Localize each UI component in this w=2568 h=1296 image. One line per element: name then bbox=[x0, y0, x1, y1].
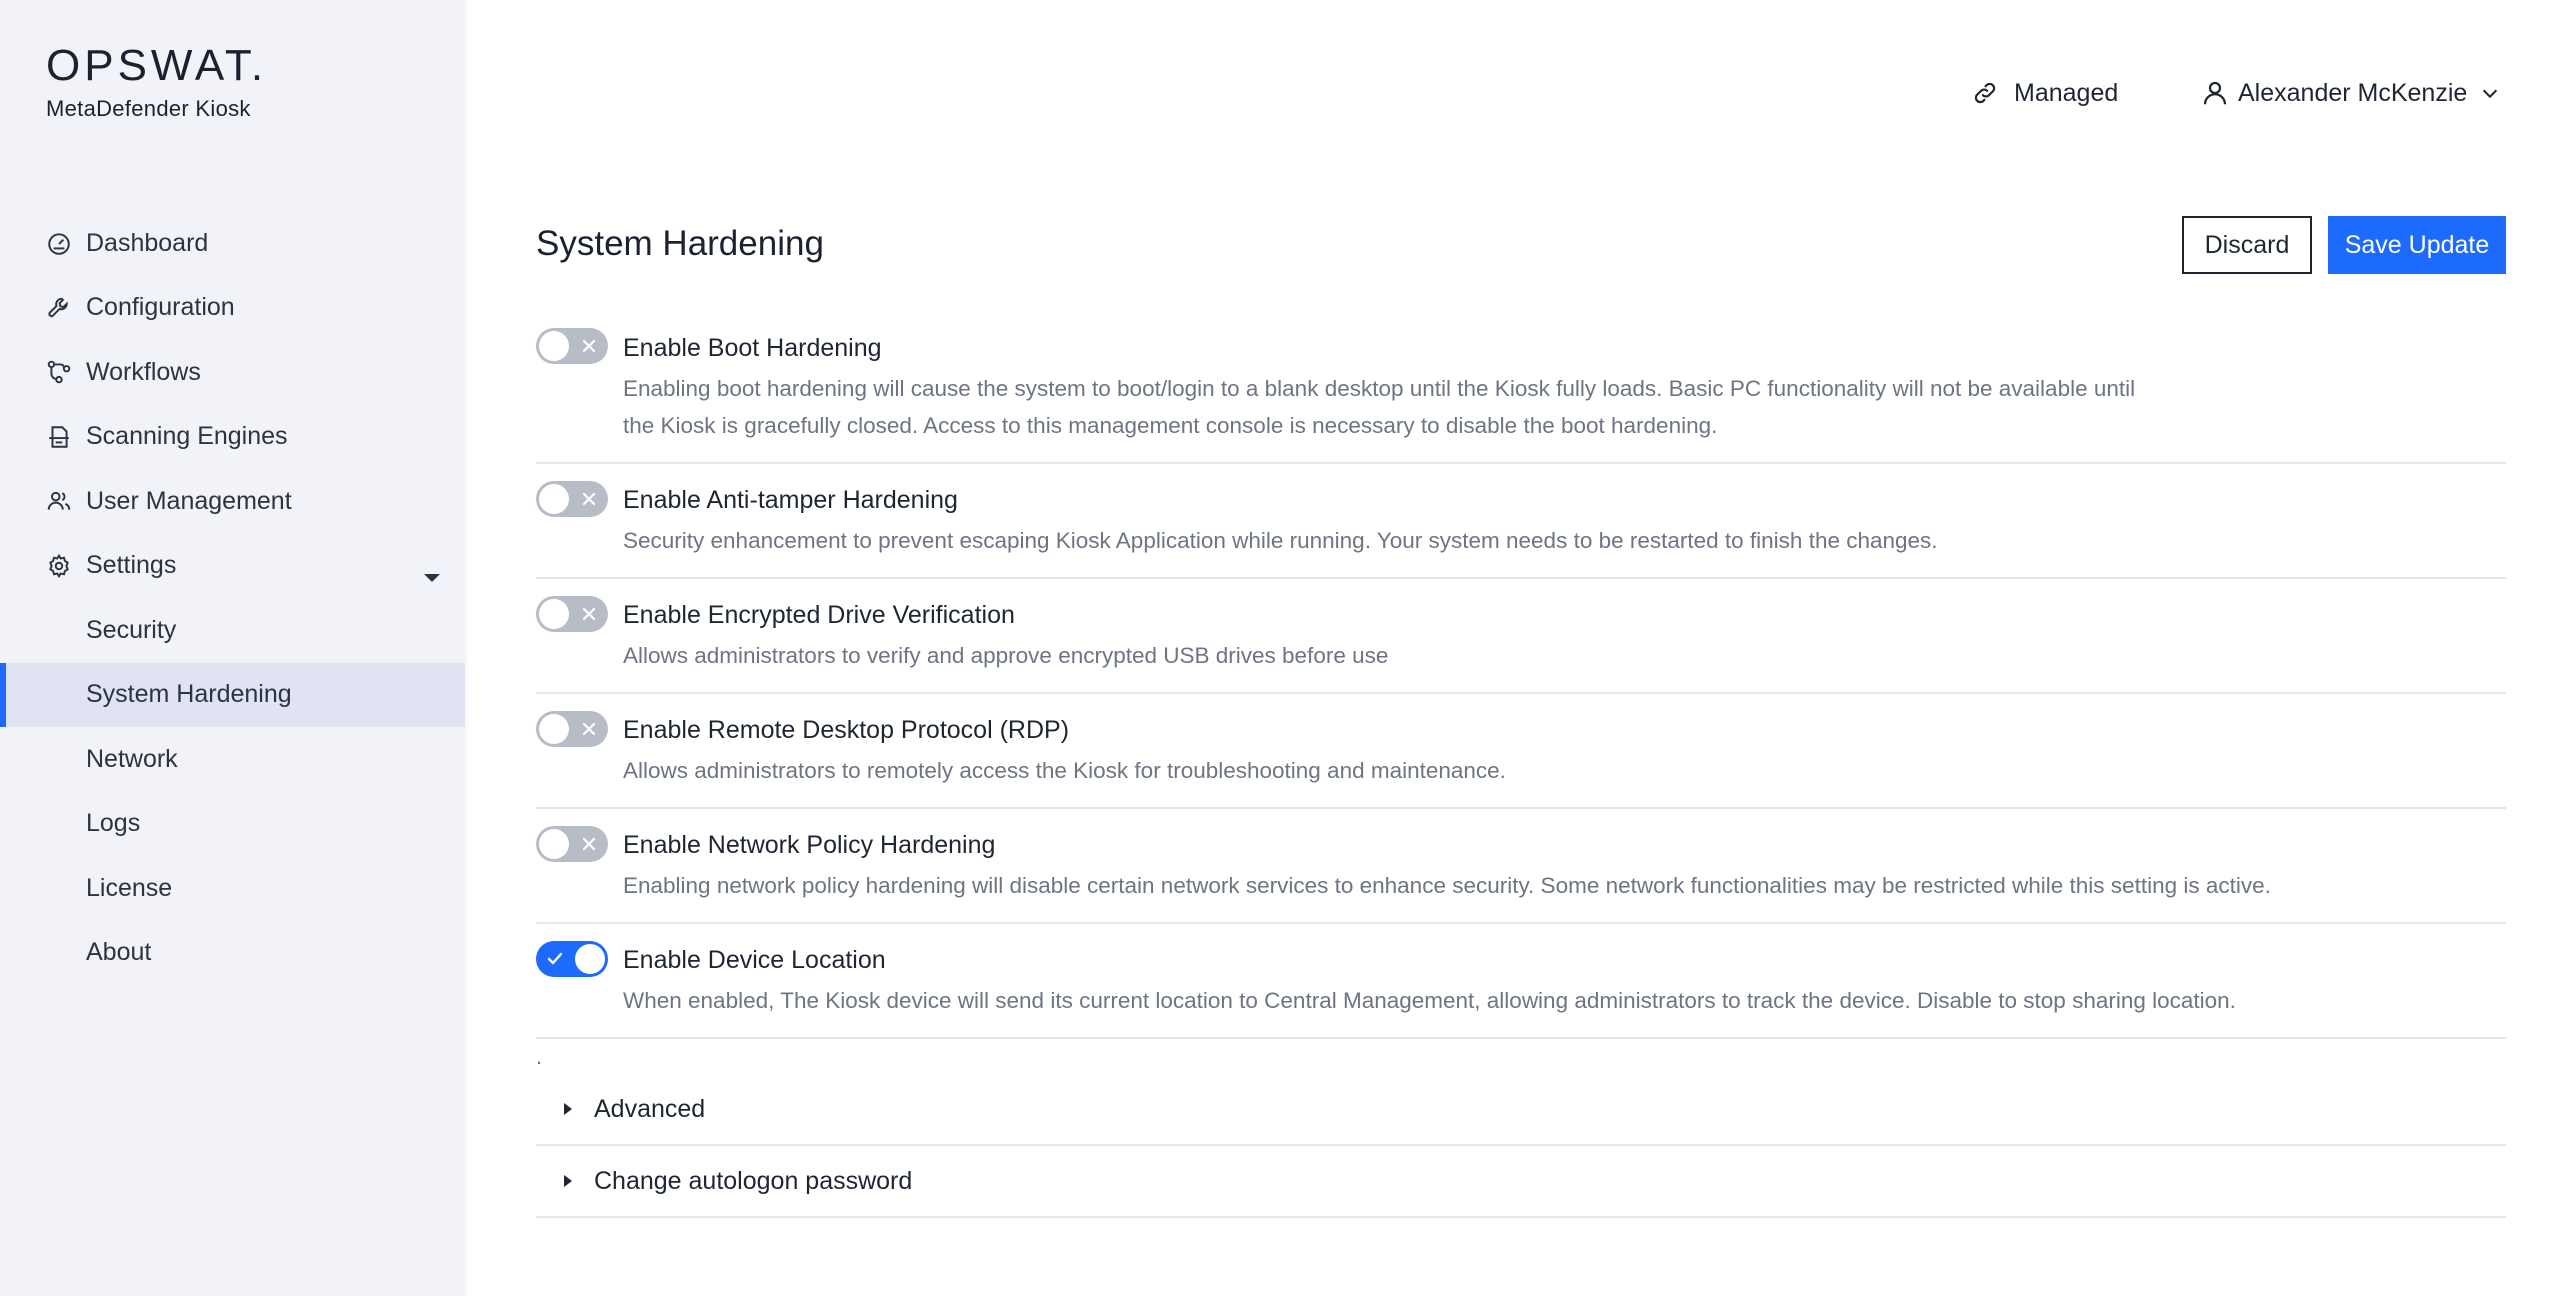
sidebar-item-logs[interactable] bbox=[0, 792, 465, 857]
sidebar-item-label: Scanning Engines bbox=[86, 422, 288, 451]
setting-title: Enable Device Location bbox=[623, 946, 886, 974]
dashboard-gauge-icon bbox=[46, 230, 72, 256]
sidebar-item-label: Settings bbox=[86, 551, 177, 580]
sidebar-item-label: Security bbox=[86, 615, 177, 644]
change-autologon-password-toggle[interactable] bbox=[536, 1146, 2506, 1218]
close-icon bbox=[574, 711, 604, 747]
sidebar bbox=[0, 0, 465, 1296]
setting-description: Security enhancement to prevent escaping Kiosk Application while running. Your system needs to be restarted to finish the changes. bbox=[623, 528, 1938, 553]
wrench-icon bbox=[46, 295, 72, 321]
product-name: MetaDefender Kiosk bbox=[46, 96, 251, 121]
sidebar-item-about[interactable] bbox=[0, 921, 465, 986]
chevron-down-icon bbox=[2479, 82, 2501, 104]
check-icon bbox=[540, 941, 570, 977]
managed-status-link[interactable] bbox=[1972, 76, 2118, 110]
sidebar-item-license[interactable] bbox=[0, 856, 465, 921]
setting-description: Allows administrators to verify and approve encrypted USB drives before use bbox=[623, 643, 1389, 668]
sidebar-item-label: Network bbox=[86, 744, 178, 773]
workflow-nodes-icon bbox=[46, 359, 72, 385]
opswat-logo: OPSWAT. bbox=[46, 41, 268, 90]
user-name: Alexander McKenzie bbox=[2238, 78, 2468, 107]
setting-rdp bbox=[536, 694, 2506, 809]
sidebar-item-security[interactable] bbox=[0, 598, 465, 663]
boot-hardening-toggle[interactable] bbox=[536, 328, 608, 364]
setting-title: Enable Boot Hardening bbox=[623, 334, 882, 362]
users-icon bbox=[46, 488, 72, 514]
user-icon bbox=[2200, 78, 2230, 108]
rdp-toggle[interactable] bbox=[536, 711, 608, 747]
setting-boot-hardening bbox=[536, 310, 2506, 464]
advanced-section-toggle[interactable] bbox=[536, 1074, 2506, 1146]
setting-anti-tamper-hardening bbox=[536, 464, 2506, 579]
sidebar-item-label: License bbox=[86, 873, 173, 902]
settings-list bbox=[536, 310, 2506, 1039]
brand-logo[interactable] bbox=[46, 41, 268, 122]
toggle-knob bbox=[539, 829, 569, 859]
sidebar-item-settings[interactable] bbox=[0, 534, 465, 599]
caret-right-icon bbox=[560, 1101, 576, 1117]
sidebar-item-label: Dashboard bbox=[86, 228, 209, 257]
setting-title: Enable Network Policy Hardening bbox=[623, 831, 996, 859]
toggle-knob bbox=[539, 484, 569, 514]
sidebar-item-configuration[interactable] bbox=[0, 276, 465, 341]
user-menu[interactable] bbox=[2200, 76, 2501, 110]
sidebar-item-label: Logs bbox=[86, 809, 141, 838]
setting-title: Enable Anti-tamper Hardening bbox=[623, 486, 958, 514]
setting-description: Enabling boot hardening will cause the system to boot/login to a blank desktop until the Kiosk fully loads. Basic PC functionality will not be available until the Kiosk is gracefully closed. Access to this management console is necessary to disable the boot hardening. bbox=[623, 376, 2136, 438]
section-label: Change autologon password bbox=[594, 1166, 913, 1195]
page-title: System Hardening bbox=[536, 224, 824, 263]
sidebar-item-workflows[interactable] bbox=[0, 340, 465, 405]
sidebar-item-label: Configuration bbox=[86, 293, 235, 322]
sidebar-nav bbox=[0, 211, 465, 985]
caret-down-icon bbox=[423, 561, 441, 590]
anti-tamper-hardening-toggle[interactable] bbox=[536, 481, 608, 517]
caret-right-icon bbox=[560, 1173, 576, 1189]
setting-network-policy-hardening bbox=[536, 809, 2506, 924]
sidebar-item-scanning-engines[interactable] bbox=[0, 405, 465, 470]
encrypted-drive-verification-toggle[interactable] bbox=[536, 596, 608, 632]
sidebar-item-label: Workflows bbox=[86, 357, 201, 386]
device-location-toggle[interactable] bbox=[536, 941, 608, 977]
toggle-knob bbox=[575, 944, 605, 974]
setting-encrypted-drive-verification bbox=[536, 579, 2506, 694]
setting-description: Allows administrators to remotely access the Kiosk for troubleshooting and maintenance. bbox=[623, 758, 1506, 783]
sidebar-item-label: User Management bbox=[86, 486, 292, 515]
sidebar-item-system-hardening[interactable] bbox=[0, 663, 465, 728]
sidebar-item-label: About bbox=[86, 938, 152, 967]
section-label: Advanced bbox=[594, 1094, 706, 1123]
stray-dot: . bbox=[536, 1044, 543, 1069]
sidebar-item-dashboard[interactable] bbox=[0, 211, 465, 276]
setting-description: Enabling network policy hardening will disable certain network services to enhance security. Some network functionalities may be restricted while this setting is active. bbox=[623, 873, 2271, 898]
setting-description: When enabled, The Kiosk device will send its current location to Central Management, allowing administrators to track the device. Disable to stop sharing location. bbox=[623, 988, 2236, 1013]
discard-button[interactable]: Discard bbox=[2182, 216, 2312, 274]
close-icon bbox=[574, 826, 604, 862]
close-icon bbox=[574, 481, 604, 517]
managed-label: Managed bbox=[2014, 78, 2119, 107]
toggle-knob bbox=[539, 331, 569, 361]
save-update-button[interactable]: Save Update bbox=[2328, 216, 2506, 274]
sidebar-item-user-management[interactable] bbox=[0, 469, 465, 534]
toggle-knob bbox=[539, 599, 569, 629]
gear-icon bbox=[46, 553, 72, 579]
sidebar-item-network[interactable] bbox=[0, 727, 465, 792]
close-icon bbox=[574, 596, 604, 632]
link-icon bbox=[1972, 80, 1998, 106]
setting-title: Enable Remote Desktop Protocol (RDP) bbox=[623, 716, 1070, 744]
toggle-knob bbox=[539, 714, 569, 744]
network-policy-hardening-toggle[interactable] bbox=[536, 826, 608, 862]
scanner-icon bbox=[46, 424, 72, 450]
setting-title: Enable Encrypted Drive Verification bbox=[623, 601, 1015, 629]
sidebar-item-label: System Hardening bbox=[86, 680, 292, 709]
setting-device-location bbox=[536, 924, 2506, 1039]
close-icon bbox=[574, 328, 604, 364]
